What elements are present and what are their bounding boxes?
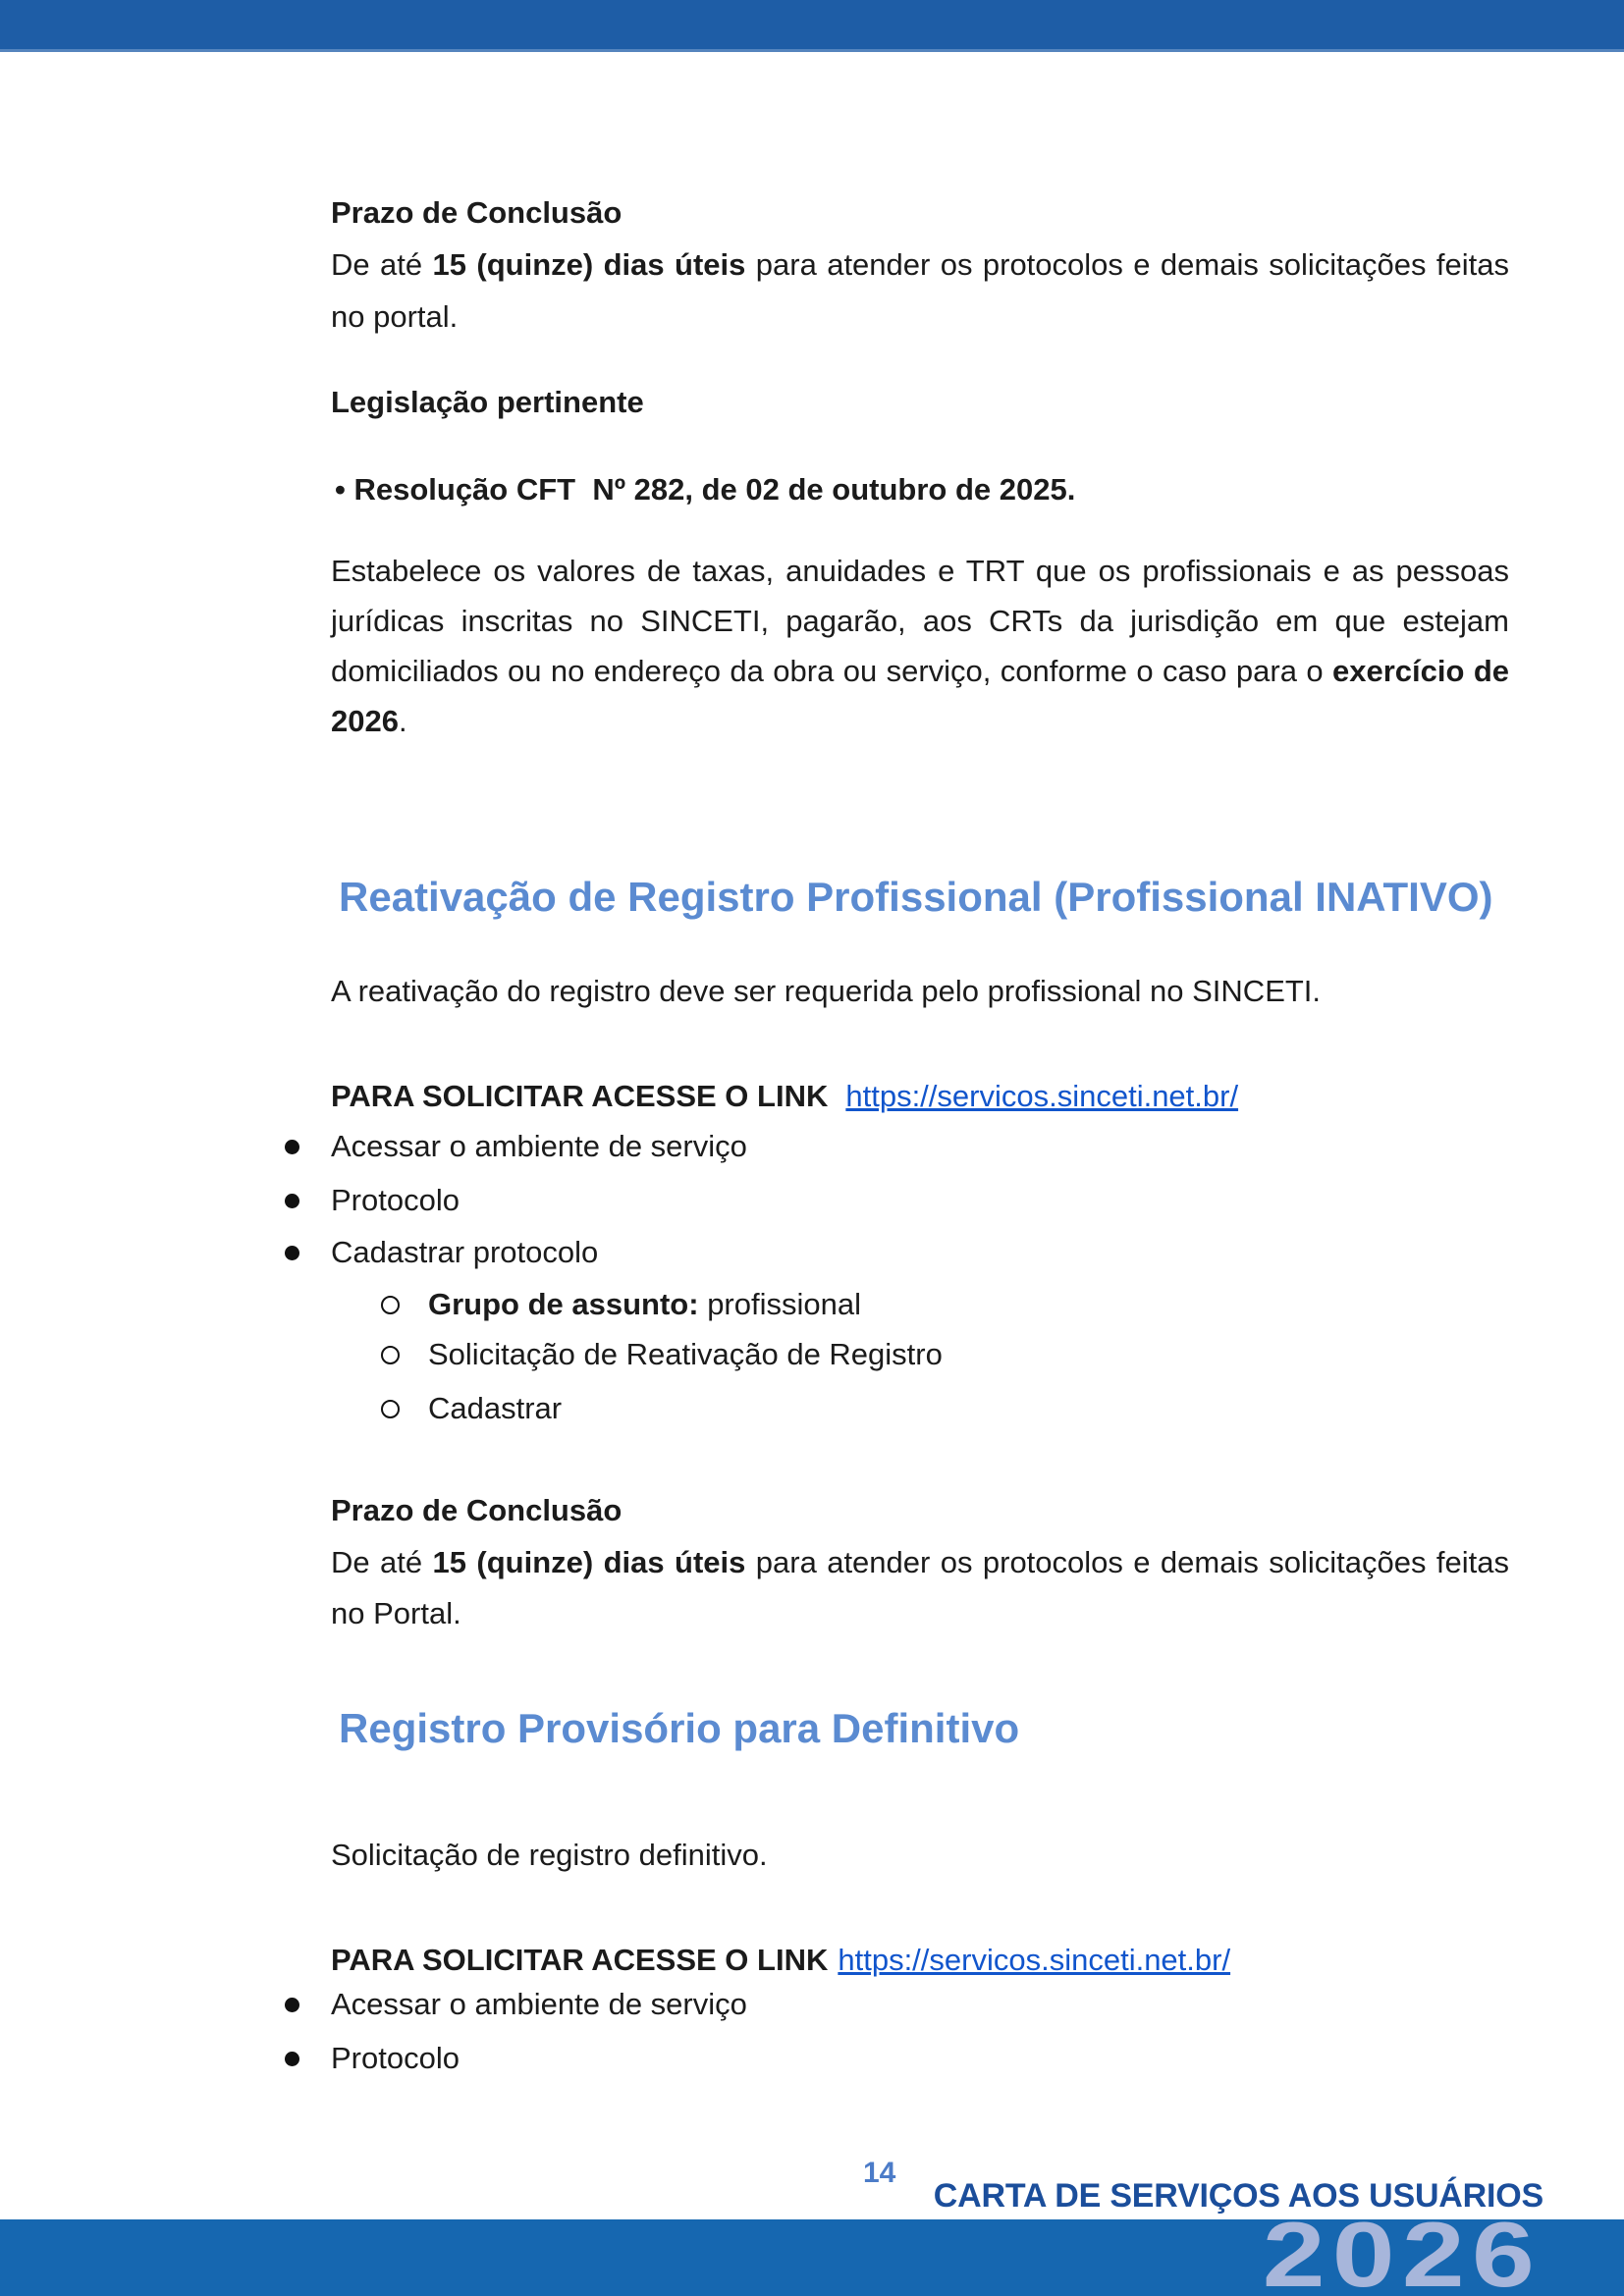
- prazo1-title: Prazo de Conclusão: [331, 195, 623, 230]
- prazo1-pre: De até: [331, 247, 433, 282]
- prazo2-post: para atender os protocolos e demais solicitações feitas no Portal.: [331, 1545, 1509, 1630]
- legislacao-title: Legislação pertinente: [331, 385, 644, 419]
- servicos-link[interactable]: https://servicos.sinceti.net.br/: [838, 1943, 1231, 1977]
- reativacao-link-line: [331, 1071, 1238, 1122]
- bullet-icon: [285, 2052, 299, 2066]
- registro-definitivo-link-line: [331, 1935, 1230, 1986]
- list-item-label: Protocolo: [331, 1183, 460, 1217]
- bullet-icon: [285, 1998, 299, 2012]
- bullet-icon: [285, 1194, 299, 1208]
- footer-title: CARTA DE SERVIÇOS AOS USUÁRIOS: [933, 2177, 1543, 2215]
- estabelece-paragraph: [331, 546, 1509, 746]
- prazo1-post: para atender os protocolos e demais solicitações feitas no portal.: [331, 247, 1509, 334]
- list-item-label: Acessar o ambiente de serviço: [331, 1129, 747, 1163]
- estabelece-bold: exercício de 2026: [331, 654, 1510, 738]
- page-number: 14: [863, 2157, 896, 2189]
- list-item: [285, 1231, 598, 1274]
- list-item-label: Cadastrar protocolo: [331, 1235, 599, 1269]
- prazo2-title: Prazo de Conclusão: [331, 1493, 623, 1527]
- sub-item-text: profissional: [698, 1287, 861, 1321]
- list-item: [285, 1983, 747, 2026]
- sub-item-label: Cadastrar: [428, 1391, 563, 1425]
- reativacao-intro: A reativação do registro deve ser requerida pelo profissional no SINCETI.: [331, 974, 1322, 1008]
- list-item: [285, 2037, 460, 2080]
- servicos-link[interactable]: https://servicos.sinceti.net.br/: [845, 1079, 1239, 1113]
- sub-item-label: Solicitação de Reativação de Registro: [428, 1337, 943, 1371]
- bullet-icon: [285, 1246, 299, 1260]
- registro-definitivo-intro: Solicitação de registro definitivo.: [331, 1838, 768, 1872]
- prazo2-pre: De até: [331, 1545, 433, 1579]
- prazo1-body: [331, 239, 1509, 343]
- sub-item-label: [428, 1287, 861, 1322]
- estabelece-post: .: [398, 704, 407, 738]
- sub-item-bold: Grupo de assunto:: [428, 1287, 699, 1321]
- bullet-icon: [285, 1140, 299, 1154]
- hollow-bullet-icon: [381, 1346, 400, 1364]
- sub-list-item: [381, 1283, 861, 1326]
- hollow-bullet-icon: [381, 1296, 400, 1314]
- heading-reativacao: Reativação de Registro Profissional (Profissional INATIVO): [339, 874, 1493, 920]
- top-banner: [0, 0, 1624, 52]
- estabelece-pre: Estabelece os valores de taxas, anuidades e TRT que os profissionais e as pessoas jurídicas inscritas no SINCETI, pagarão, aos CRTs da jurisdição em que estejam domiciliados ou no endereço da obra ou serviço, conforme o caso para o: [331, 554, 1509, 688]
- list-item-label: Protocolo: [331, 2041, 460, 2075]
- link-label: PARA SOLICITAR ACESSE O LINK: [331, 1079, 829, 1113]
- sub-list-item: [381, 1333, 943, 1376]
- sub-list-item: [381, 1387, 562, 1430]
- resolucao-bullet: • Resolução CFT Nº 282, de 02 de outubro de 2025.: [335, 472, 1076, 507]
- hollow-bullet-icon: [381, 1400, 400, 1418]
- list-item: [285, 1125, 747, 1168]
- list-item-label: Acessar o ambiente de serviço: [331, 1987, 747, 2021]
- prazo2-body: [331, 1537, 1509, 1639]
- prazo2-bold: 15 (quinze) dias úteis: [432, 1545, 746, 1579]
- footer-year: 2026: [1262, 2203, 1542, 2296]
- prazo1-bold: 15 (quinze) dias úteis: [432, 247, 746, 282]
- heading-registro-definitivo: Registro Provisório para Definitivo: [339, 1705, 1020, 1751]
- link-label: PARA SOLICITAR ACESSE O LINK: [331, 1943, 829, 1977]
- list-item: [285, 1179, 460, 1222]
